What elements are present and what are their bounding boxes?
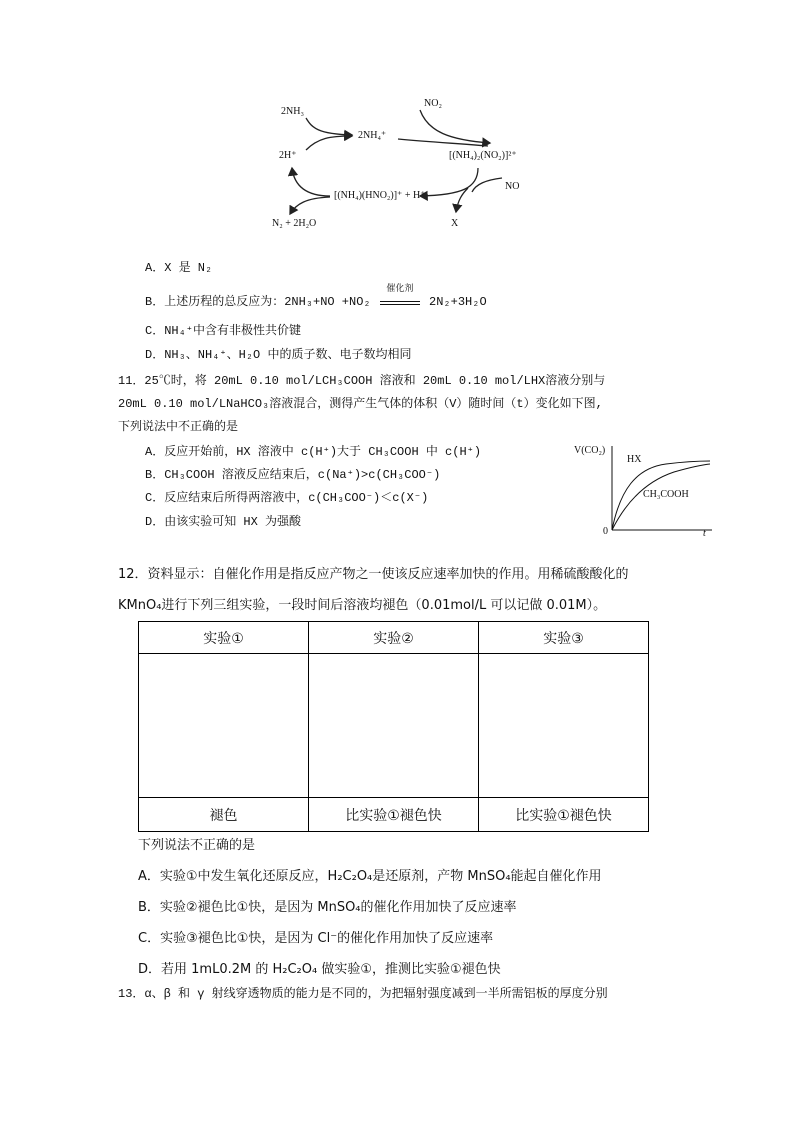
label-n2: N₂ + 2H₂O [272,218,317,229]
arrow-complex2-to-n2 [290,197,330,214]
q12-option-c: C．实验③褪色比①快，是因为 Cl⁻的催化作用加快了反应速率 [138,931,494,946]
table-header-cell: 实验② [309,622,479,654]
table-empty-cell [479,654,649,798]
table-empty-cell [309,654,479,798]
arrow-no-in [472,178,502,192]
q12-option-a: A．实验①中发生氧化还原反应，H₂C₂O₄是还原剂，产物 MnSO₄能起自催化作用 [138,869,602,884]
q12-experiment-table [138,621,649,832]
table-result-cell: 比实验①褪色快 [479,798,649,832]
table-result-cell: 比实验①褪色快 [309,798,479,832]
q12-prompt: 下列说法不正确的是 [138,838,256,853]
q10-option-d: D．NH₃、NH₄⁺、H₂O 中的质子数、电子数均相同 [145,348,412,362]
catalyst-arrow [378,284,422,310]
catalyst-label: 催化剂 [386,284,414,294]
q11-option-b: B．CH₃COOH 溶液反应结束后，c(Na⁺)>c(CH₃COO⁻) [145,468,441,482]
q11-stem-line1: 11．25℃时，将 20mL 0.10 mol/LCH₃COOH 溶液和 20mL 0.10 mol/LHX溶液分别与 [118,374,606,388]
table-header-cell: 实验① [139,622,309,654]
arrow-nh3-to-nh4 [306,118,352,135]
q13-stem: 13．α、β 和 γ 射线穿透物质的能力是不同的，为把辐射强度减到一半所需铝板的厚度分别 [118,987,608,1001]
label-h: 2H⁺ [279,150,297,161]
label-x: X [451,218,459,229]
q10-option-b-prefix: B．上述历程的总反应为：2NH₃+NO +NO₂ [145,295,371,309]
graph-y-label: V(CO₂) [574,445,606,456]
q12-option-d: D．若用 1mL0.2M 的 H₂C₂O₄ 做实验①，推测比实验①褪色快 [138,962,501,977]
q11-option-a: A．反应开始前，HX 溶液中 c(H⁺)大于 CH₃COOH 中 c(H⁺) [145,445,482,459]
label-complex2: [(NH₄)(HNO₂)]⁺ + H⁺ [334,190,426,201]
table-empty-cell [139,654,309,798]
q12-stem-line1: 12．资料显示：自催化作用是指反应产物之一使该反应速率加快的作用。用稀硫酸酸化的 [118,567,629,582]
label-complex1: [(NH₄)₂(NO₂)]²⁺ [449,150,517,161]
table-header-cell: 实验③ [479,622,649,654]
graph-label-hx: HX [627,454,642,465]
q10-option-c: C．NH₄⁺中含有非极性共价键 [145,324,302,338]
table-figure-row [139,654,649,798]
q12-stem-line2: KMnO₄进行下列三组实验，一段时间后溶液均褪色（0.01mol/L 可以记做 0.01M）。 [118,598,607,613]
q10-option-a: A．X 是 N₂ [145,261,213,275]
label-no2: NO₂ [424,98,442,109]
table-header-row [139,622,649,654]
q10-option-b [145,284,487,310]
arrow-nh4-to-complex [398,139,488,146]
graph-origin: 0 [603,526,608,537]
q12-option-b: B．实验②褪色比①快，是因为 MnSO₄的催化作用加快了反应速率 [138,900,517,915]
graph-x-label: t [703,528,706,539]
q11-option-c: C．反应结束后所得两溶液中，c(CH₃COO⁻)＜c(X⁻) [145,491,429,505]
reaction-cycle-diagram [0,0,794,240]
arrow-no2-to-complex [420,110,490,143]
arrow-complex2-to-h [292,168,330,196]
q10-option-b-suffix: 2N₂+3H₂O [429,295,487,309]
q11-stem-line2: 20mL 0.10 mol/LNaHCO₃溶液混合，测得产生气体的体积（V）随时间（t）变化如下图, [118,397,603,411]
graph-label-ch3cooh: CH₃COOH [643,489,689,500]
table-result-row [139,798,649,832]
q11-option-d: D．由该实验可知 HX 为强酸 [145,515,302,529]
arrow-h-to-nh4 [306,136,352,150]
label-no: NO [505,181,520,192]
q11-stem-line3: 下列说法中不正确的是 [118,420,239,434]
arrow-complex1-to-complex2 [420,168,478,196]
label-nh4: 2NH₄⁺ [358,130,387,141]
table-result-cell: 褪色 [139,798,309,832]
label-nh3: 2NH₃ [281,106,304,117]
